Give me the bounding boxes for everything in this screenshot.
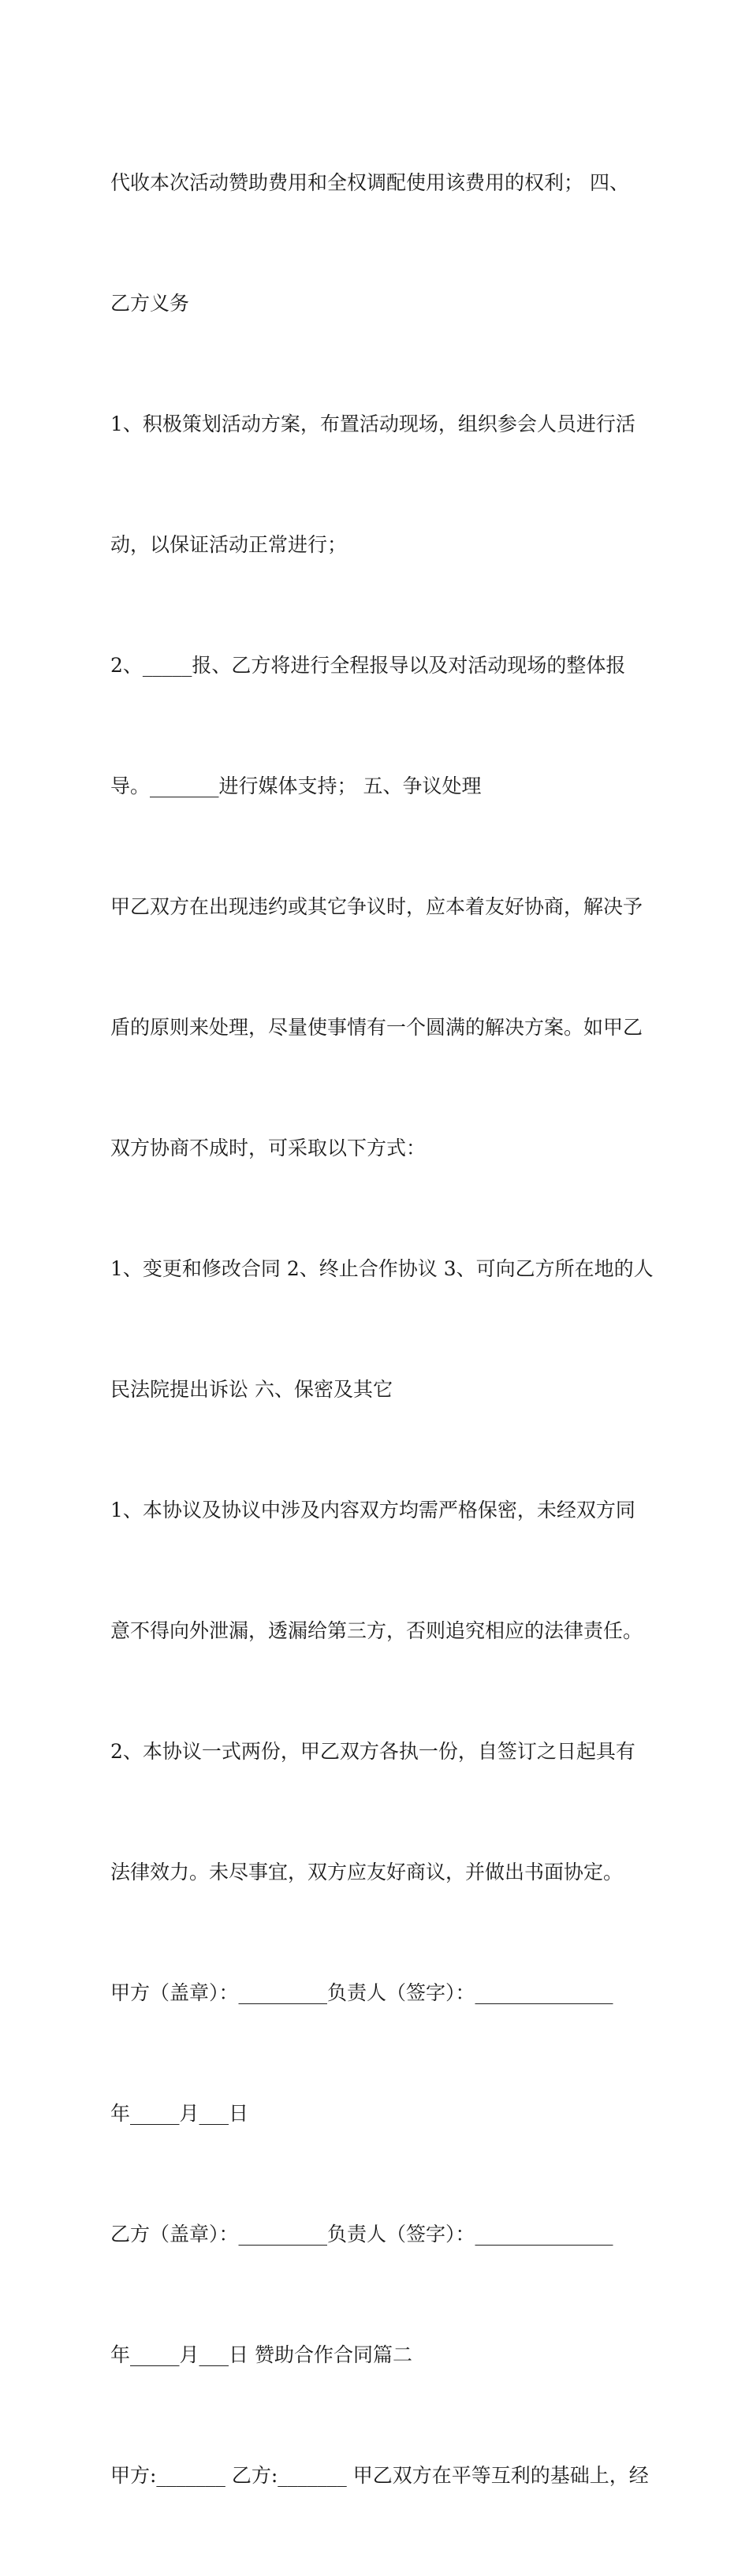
party-b-date-line: 年_____月___日 赞助合作合同篇二 — [110, 2343, 412, 2366]
text-line: 1、变更和修改合同 2、终止合作协议 3、可向乙方所在地的人 — [110, 1257, 654, 1280]
text-line: 甲乙双方在出现违约或其它争议时，应本着友好协商，解决予 — [110, 895, 643, 918]
contract-text — [110, 82, 654, 2576]
text-line: 2、_____报、乙方将进行全程报导以及对活动现场的整体报 — [110, 654, 626, 677]
text-line: 1、本协议及协议中涉及内容双方均需严格保密，未经双方同 — [110, 1499, 635, 1521]
text-line: 动，以保证活动正常进行； — [110, 533, 348, 556]
text-line: 导。_______进行媒体支持； 五、争议处理 — [110, 775, 482, 797]
text-line: 法律效力。未尽事宜，双方应友好商议，并做出书面协定。 — [110, 1861, 624, 1883]
text-line: 盾的原则来处理，尽量使事情有一个圆满的解决方案。如甲乙 — [110, 1016, 643, 1039]
text-line: 民法院提出诉讼 六、保密及其它 — [110, 1378, 393, 1401]
text-line: 双方协商不成时，可采取以下方式： — [110, 1137, 427, 1159]
party-b-signature-line: 乙方（盖章）：_________负责人（签字）：______________ — [110, 2223, 613, 2246]
text-line: 代收本次活动赞助费用和全权调配使用该费用的权利； 四、 — [110, 171, 629, 194]
party-a-date-line: 年_____月___日 — [110, 2102, 249, 2125]
text-line: 甲方:_______ 乙方:_______ 甲乙双方在平等互利的基础上，经 — [110, 2464, 649, 2487]
party-a-signature-line: 甲方（盖章）：_________负责人（签字）：______________ — [110, 1981, 613, 2004]
text-line: 意不得向外泄漏，透漏给第三方，否则追究相应的法律责任。 — [110, 1619, 643, 1642]
text-line: 1、积极策划活动方案，布置活动现场，组织参会人员进行活 — [110, 413, 635, 435]
section-heading-party-b-obligations: 乙方义务 — [110, 292, 190, 315]
text-line: 2、本协议一式两份，甲乙双方各执一份，自签订之日起具有 — [110, 1740, 635, 1763]
